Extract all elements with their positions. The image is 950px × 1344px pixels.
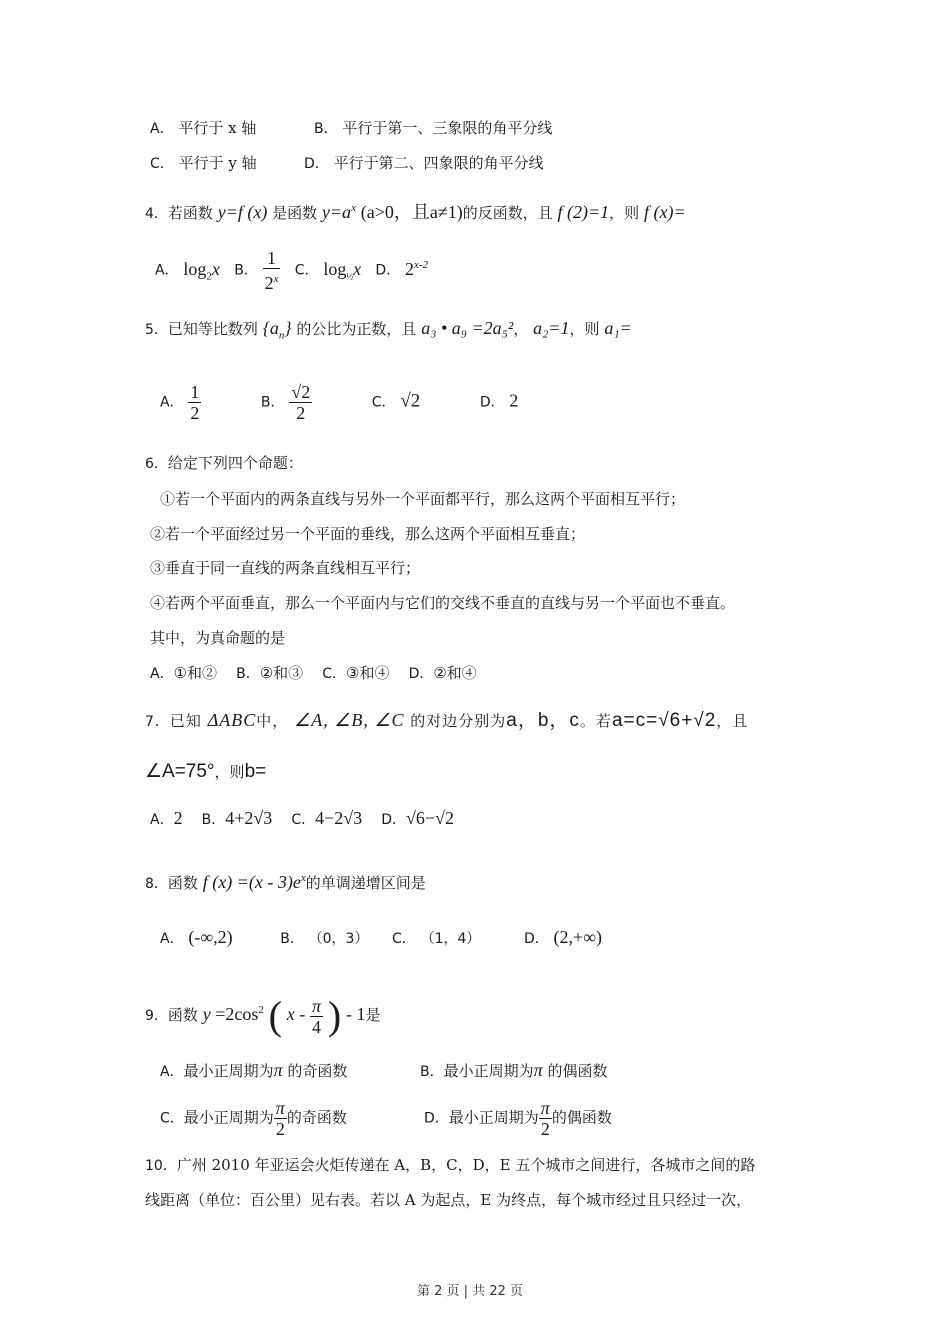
q6-prop-3: ③垂直于同一直线的两条直线相互平行； — [150, 559, 421, 577]
question-number: 10． — [145, 1158, 177, 1174]
option-label: D． — [424, 1110, 449, 1127]
option-label: B． — [201, 812, 226, 828]
option-text: 平行于 x 轴 — [178, 119, 257, 137]
option-b-fraction: $\frac{√2}{2}$ — [291, 382, 311, 423]
option-value: √6−√2 — [406, 808, 454, 828]
stem-text: ， — [513, 320, 529, 338]
stem-text: 的单调递增区间是 — [305, 874, 426, 892]
q6-prop-2: ②若一个平面经过另一个平面的垂线，那么这两个平面相互垂直； — [150, 525, 586, 543]
option-label: C． — [150, 156, 174, 172]
option-label: D． — [523, 931, 549, 947]
q9-option-a: A．最小正周期为π 的奇函数 — [160, 1060, 348, 1080]
option-text: 平行于 y 轴 — [178, 154, 257, 172]
option-text: 平行于第二、四象限的角平分线 — [333, 154, 544, 172]
stem-text: 函数 — [167, 874, 198, 892]
q7-stem — [145, 710, 748, 732]
option-value: （1，4） — [420, 931, 481, 947]
option-label: C． — [371, 394, 396, 411]
option-label: D． — [381, 812, 407, 828]
q4-stem — [145, 198, 686, 224]
angles-expr: ∠A, ∠B, ∠C — [294, 710, 405, 730]
q3-option-a — [150, 118, 256, 139]
q9-option-b: B．最小正周期为π 的偶函数 — [420, 1060, 608, 1080]
math-expr: - 1 — [345, 1004, 366, 1024]
option-b-fraction: $\frac{1}{2^x}$ — [264, 248, 279, 293]
option-label: C． — [322, 666, 347, 682]
q3-option-d — [304, 153, 544, 174]
option-label: A． — [150, 812, 174, 828]
option-label: C． — [160, 1110, 184, 1127]
option-label: D． — [479, 394, 505, 411]
math-expr: f (x)= — [643, 202, 686, 222]
ask-expr: b= — [244, 761, 267, 782]
option-label: D． — [304, 156, 329, 172]
option-value: 2 — [173, 808, 183, 828]
option-text: ②和④ — [433, 664, 477, 682]
option-value: 4−2√3 — [315, 808, 363, 828]
q3-option-c — [150, 153, 257, 174]
option-label: A． — [160, 1064, 184, 1080]
option-label: B． — [260, 394, 285, 411]
stem-text: 。若 — [579, 712, 612, 730]
option-text: ②和③ — [259, 664, 304, 682]
q4-options — [155, 248, 428, 293]
option-label: B． — [420, 1064, 444, 1080]
option-text: 平行于第一、三象限的角平分线 — [342, 119, 553, 137]
triangle-expr: ΔABC — [207, 710, 257, 730]
stem-text: 是 — [365, 1006, 381, 1024]
stem-text: 是函数 — [272, 204, 318, 222]
stem-text: 函数 — [167, 1006, 198, 1024]
side-eq: a=c=√6+√2 — [611, 710, 717, 731]
option-d-value: 2$^{x-2}$ — [404, 258, 429, 279]
math-expr: (a>0，且a≠1) — [360, 202, 463, 222]
option-label: A． — [155, 262, 179, 279]
q9-option-c: C．最小正周期为 $\frac{\pi}{2}$ 的奇函数 — [160, 1098, 347, 1139]
stem-text: 的公比为正数，且 — [296, 320, 417, 338]
pi-over-2: $\frac{\pi}{2}$ — [540, 1098, 550, 1139]
stem-text: 给定下列四个命题： — [167, 454, 303, 472]
option-value: （0，3） — [308, 931, 369, 947]
math-expr: f $(x) =(x - 3)e^x$ — [202, 872, 306, 892]
stem-text: 已知等比数列 — [167, 320, 258, 338]
q10-line-2: 线距离（单位：百公里）见右表。若以 A 为起点，E 为终点，每个城市经过且只经过一次， — [145, 1191, 752, 1209]
q6-stem — [145, 453, 303, 474]
option-label: A． — [150, 121, 174, 137]
sides-expr: a，b，c — [506, 710, 580, 731]
option-text: ③和④ — [346, 664, 390, 682]
stem-text: 若函数 — [167, 204, 213, 222]
option-label: C． — [291, 812, 316, 828]
question-number: 5． — [145, 322, 168, 338]
q8-options — [160, 927, 602, 949]
math-expr: f (2)=1 — [557, 202, 610, 222]
q5-options — [160, 382, 518, 423]
inner-expr: x - — [286, 1004, 306, 1024]
math-expr: $y=a^x$ — [321, 202, 356, 222]
q6-prop-4: ④若两个平面垂直，那么一个平面内与它们的交线不垂直的直线与另一个平面也不垂直。 — [150, 594, 736, 612]
math-expr: a₁= — [604, 318, 632, 338]
stem-text: 广州 2010 年亚运会火炬传递在 A，B，C，D，E 五个城市之间进行，各城市之间的路 — [176, 1156, 756, 1174]
math-expr: a₂=1 — [533, 318, 570, 338]
q5-stem — [145, 318, 632, 346]
option-label: A． — [150, 666, 174, 682]
pi-over-4: $\frac{\pi}{4}$ — [312, 995, 322, 1037]
pi-over-2: $\frac{\pi}{2}$ — [275, 1098, 285, 1139]
stem-text: 的对边分别为 — [410, 712, 507, 730]
option-label: D． — [375, 262, 401, 279]
option-label: A． — [160, 931, 184, 947]
question-number: 7． — [145, 714, 170, 730]
option-text: ①和② — [173, 664, 218, 682]
q10-line-1 — [145, 1155, 755, 1176]
option-d-value: 2 — [509, 390, 519, 411]
sequence-expr: $\{a_n\}$ — [262, 318, 292, 342]
q8-stem — [145, 868, 426, 894]
paren-close: ) — [327, 993, 342, 1038]
option-a-value: $\log_2x$ — [183, 258, 220, 283]
option-c-value: $\log_{\frac{1}{2}}x$ — [323, 258, 362, 282]
q6-options — [150, 663, 477, 684]
stem-text: ，且 — [716, 712, 749, 730]
q7-options — [150, 808, 454, 830]
stem-text: ，则 — [214, 763, 245, 781]
q9-option-d: D．最小正周期为 $\frac{\pi}{2}$ 的偶函数 — [424, 1098, 612, 1139]
option-label: A． — [160, 394, 184, 411]
q7-stem-cont — [145, 762, 266, 782]
option-value: (2,+∞) — [553, 927, 603, 947]
q6-prop-1: ①若一个平面内的两条直线与另外一个平面都平行，那么这两个平面相互平行； — [160, 490, 686, 508]
option-label: B． — [314, 121, 338, 137]
math-expr: y=f (x) — [217, 202, 268, 222]
option-a-fraction: $\frac{1}{2}$ — [190, 382, 200, 423]
question-number: 6． — [145, 456, 168, 472]
stem-text: ，则 — [609, 204, 640, 222]
stem-text: 中， — [256, 712, 289, 730]
option-label: D． — [408, 666, 434, 682]
stem-text: 的反函数，且 — [462, 204, 553, 222]
option-label: C． — [294, 262, 319, 279]
option-c-value: √2 — [400, 390, 421, 412]
stem-text: ，则 — [569, 320, 600, 338]
question-number: 8． — [145, 876, 168, 892]
option-value: 4+2√3 — [225, 808, 273, 828]
angle-eq: ∠A=75° — [145, 761, 215, 782]
question-number: 9． — [145, 1008, 168, 1024]
math-expr: a₃ • a₉ =2a₅² — [421, 318, 514, 338]
paren-open: ( — [268, 993, 282, 1038]
q9-stem — [145, 990, 380, 1037]
page-footer: 第 2 页 | 共 22 页 — [417, 1284, 523, 1299]
option-label: B． — [236, 666, 260, 682]
stem-text: 已知 — [169, 712, 202, 730]
q3-option-b — [314, 118, 552, 139]
q6-question: 其中，为真命题的是 — [150, 629, 286, 647]
option-label: B． — [234, 262, 258, 279]
question-number: 4． — [145, 206, 168, 222]
option-label: B． — [280, 931, 304, 947]
math-expr: $y =2\cos^2$ — [202, 1004, 264, 1024]
option-value: (-∞,2) — [188, 927, 233, 947]
option-label: C． — [392, 931, 416, 947]
